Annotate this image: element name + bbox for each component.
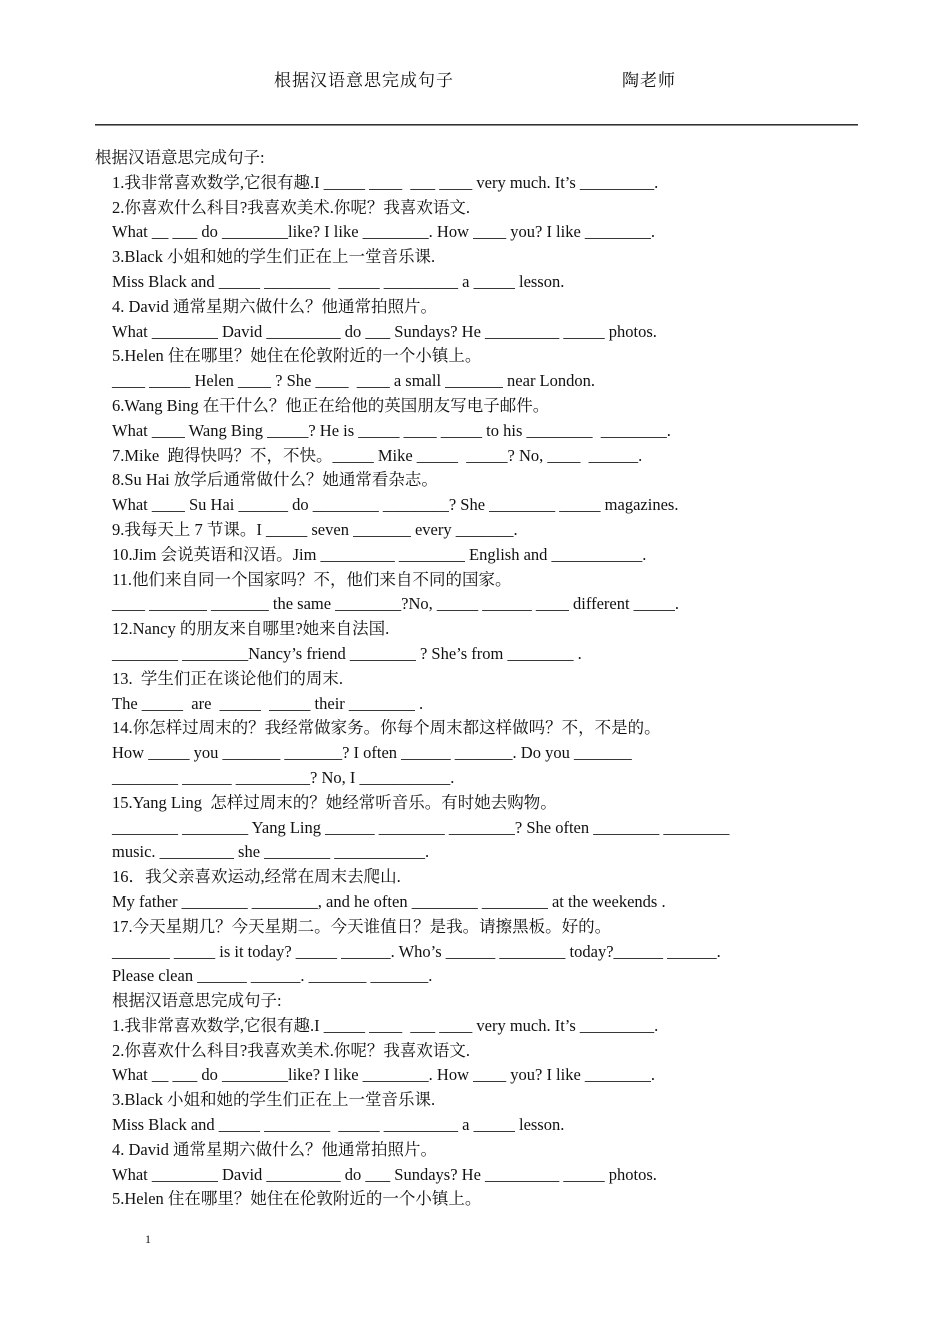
exercise-line: ____ _______ _______ the same ________?No, _____ ______ ____ different _____. — [112, 594, 680, 614]
exercise-line: ________ ______ _________? No, I ___________. — [112, 767, 455, 787]
exercise-line: _______ _____ is it today? _____ ______. Who’s ______ ________ today?______ ______. — [112, 941, 721, 961]
exercise-line: ________ ________Nancy’s friend ________ ? She’s from ________ . — [112, 643, 582, 663]
exercise-line: What __ ___ do ________like? I like ________. How ____ you? I like ________. — [112, 222, 656, 242]
exercise-line: Miss Black and _____ ________ _____ _________ a _____ lesson. — [112, 271, 565, 291]
exercise-line: 4. David 通常星期六做什么？他通常拍照片。 — [112, 296, 437, 316]
exercise-line: 5.Helen 住在哪里？她住在伦敦附近的一个小镇上。 — [112, 346, 482, 366]
exercise-line: What ____ Su Hai ______ do ________ ________? She ________ _____ magazines. — [112, 495, 679, 515]
exercise-line: ____ _____ Helen ____ ? She ____ ____ a small _______ near London. — [112, 371, 596, 391]
exercise-line: What ____ Wang Bing _____? He is _____ ____ _____ to his ________ ________. — [112, 420, 671, 440]
exercise-line: music. _________ she ________ ___________. — [112, 842, 430, 862]
header-rule — [95, 124, 858, 125]
exercise-line: 3.Black 小姐和她的学生们正在上一堂音乐课. — [112, 1090, 436, 1110]
header-teacher: 陶老师 — [622, 71, 676, 91]
exercise-line: 4. David 通常星期六做什么？他通常拍照片。 — [112, 1139, 437, 1159]
exercise-line: 14.你怎样过周末的？我经常做家务。你每个周末都这样做吗？不，不是的。 — [112, 718, 661, 738]
exercise-body — [95, 146, 855, 1212]
exercise-line: What ________ David _________ do ___ Sundays? He _________ _____ photos. — [112, 1164, 657, 1184]
exercise-line: 5.Helen 住在哪里？她住在伦敦附近的一个小镇上。 — [112, 1189, 482, 1209]
exercise-line: What __ ___ do ________like? I like ________. How ____ you? I like ________. — [112, 1065, 656, 1085]
exercise-line: 2.你喜欢什么科目?我喜欢美术.你呢？我喜欢语文. — [112, 197, 470, 217]
exercise-line: Miss Black and _____ ________ _____ _________ a _____ lesson. — [112, 1115, 565, 1135]
exercise-line: 7.Mike 跑得快吗？不，不快。_____ Mike _____ _____? No, ____ ______. — [112, 445, 643, 465]
exercise-line: 2.你喜欢什么科目?我喜欢美术.你呢？我喜欢语文. — [112, 1040, 470, 1060]
exercise-line: Please clean ______ ______. _______ _______. — [112, 966, 433, 986]
exercise-line: How _____ you _______ _______? I often ______ _______. Do you _______ — [112, 743, 632, 763]
exercise-line: 8.Su Hai 放学后通常做什么？她通常看杂志。 — [112, 470, 438, 490]
exercise-line: 9.我每天上 7 节课。I _____ seven _______ every _______. — [112, 519, 518, 539]
exercise-line: 1.我非常喜欢数学,它很有趣.I _____ ____ ___ ____ very much. It’s _________. — [112, 172, 659, 192]
exercise-line: 13. 学生们正在谈论他们的周末. — [112, 668, 343, 688]
exercise-line: 6.Wang Bing 在干什么？他正在给他的英国朋友写电子邮件。 — [112, 395, 550, 415]
exercise-line: The _____ are _____ _____ their ________ . — [112, 693, 424, 713]
header-title: 根据汉语意思完成句子 — [274, 71, 454, 91]
exercise-line: 1.我非常喜欢数学,它很有趣.I _____ ____ ___ ____ very much. It’s _________. — [112, 1015, 659, 1035]
exercise-line: 根据汉语意思完成句子: — [95, 148, 265, 167]
exercise-line: 3.Black 小姐和她的学生们正在上一堂音乐课. — [112, 247, 436, 267]
exercise-line: 17.今天星期几？今天星期二。今天谁值日？是我。请擦黑板。好的。 — [112, 916, 612, 936]
page-header — [0, 66, 950, 96]
exercise-line: ________ ________ Yang Ling ______ ________ ________? She often ________ ________ — [112, 817, 730, 837]
exercise-line: 12.Nancy 的朋友来自哪里?她来自法国. — [112, 619, 390, 639]
exercise-line: 16．我父亲喜欢运动,经常在周末去爬山. — [112, 867, 401, 887]
exercise-line: 根据汉语意思完成句子: — [112, 991, 282, 1011]
exercise-line: 10.Jim 会说英语和汉语。Jim _________ ________ English and ___________. — [112, 544, 647, 564]
exercise-line: What ________ David _________ do ___ Sundays? He _________ _____ photos. — [112, 321, 657, 341]
exercise-line: 15.Yang Ling 怎样过周末的？她经常听音乐。有时她去购物。 — [112, 792, 557, 812]
page-number: 1 — [145, 1232, 151, 1246]
exercise-line: My father ________ ________, and he often ________ ________ at the weekends . — [112, 891, 666, 911]
exercise-line: 11.他们来自同一个国家吗？不，他们来自不同的国家。 — [112, 569, 512, 589]
